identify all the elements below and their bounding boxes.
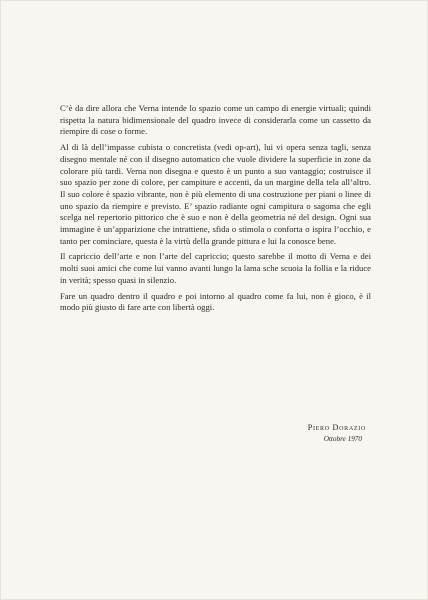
essay-text <box>60 103 371 318</box>
paragraph-1: C’è da dire allora che Verna intende lo spazio come un campo di energie virtuali; quindi rispetta la natura bidimensionale del quadro invece di considerarla come un cassetto da riempire di cose o forme. <box>60 103 371 137</box>
author-name: Piero Dorazio <box>307 423 366 432</box>
signature-block <box>308 422 366 444</box>
paragraph-2: Al di là dell’impasse cubista o concretista (vedi op-art), lui vi opera senza tagli, senza disegno mentale né con il disegno automatico che vuole dividere la superficie in zone da colorare più tardi. Verna non disegna e questo è un punto a suo vantaggio; costruisce il suo spazio per zone di colore, per campiture e accenti, da un margine della tela all’altro. Il suo colore è spazio vibrante, non è più elemento di una costruzione per piani o linee di uno spazio da riempire e previsto. E’ spazio radiante ogni campitura o sagoma che egli scelga nel repertorio pittorico che è suo e non è della geometria né del design. Ogni sua immagine è un’apparizione che intrattiene, sfida o stimola o conforta o ispira l’occhio, e tanto per cominciare, questa è la virtù della grande pittura e lui la conosce bene. <box>60 142 371 246</box>
paragraph-3: Il capriccio dell’arte e non l’arte del capriccio; questo sarebbe il motto di Verna e dei molti suoi amici che come lui vanno avanti lungo la lama sche scuoia la follia e la riduce in verità; spesso quasi in silenzio. <box>60 251 371 285</box>
paragraph-4: Fare un quadro dentro il quadro e poi intorno al quadro come fa lui, non è gioco, è il modo più giusto di fare arte con libertà oggi. <box>60 290 371 313</box>
signature-date: Ottobre 1970 <box>323 435 362 443</box>
